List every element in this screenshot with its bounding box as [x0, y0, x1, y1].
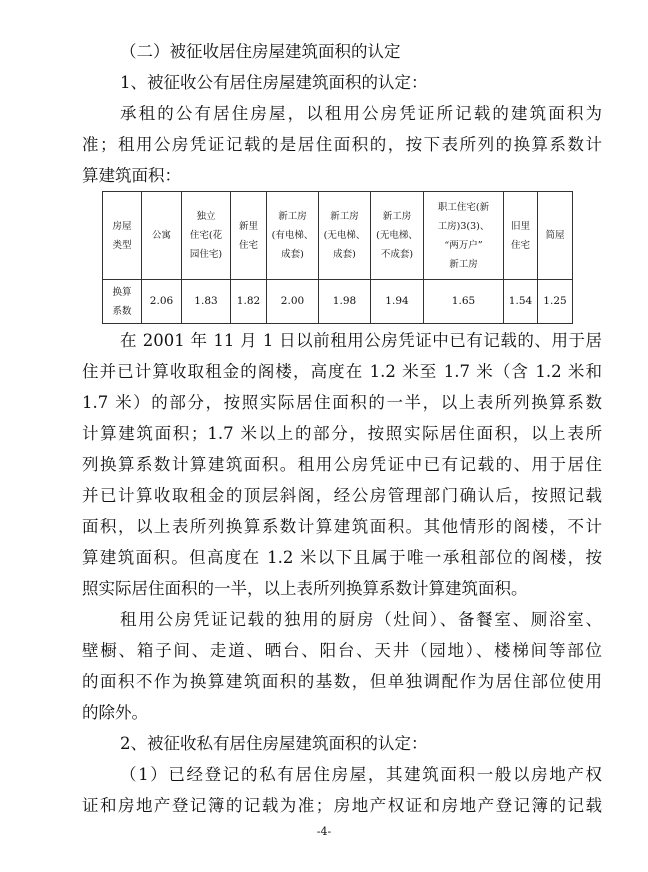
col-header-new-housing-no-elevator-incomplete: 新工房 (无电梯、 不成套) [371, 192, 424, 280]
col-header-new-housing-no-elevator-complete: 新工房 (无电梯、 成套) [319, 192, 371, 280]
subheading-private-housing: 2、被征收私有居住房屋建筑面积的认定： [120, 734, 428, 753]
col-header-simple-house: 简屋 [538, 192, 573, 280]
table-cell: 1.54 [504, 280, 538, 324]
paragraph-line: 并已计算收取租金的顶层斜阁，经公房管理部门确认后，按照记载 [82, 486, 602, 505]
table-cell: 1.98 [319, 280, 371, 324]
col-header-old-lane-house: 旧里 住宅 [504, 192, 538, 280]
col-header-new-housing-elevator-complete: 新工房 (有电梯、 成套) [267, 192, 319, 280]
col-header-detached-house: 独立 住宅(花 园住宅) [182, 192, 231, 280]
paragraph-line: 壁橱、箱子间、走道、晒台、阳台、天井（园地）、楼梯间等部位 [82, 641, 602, 660]
paragraph-line: 租用公房凭证记载的独用的厨房（灶间）、备餐室、厕浴室、 [120, 610, 602, 629]
table-header-row [103, 192, 573, 280]
table-cell: 1.94 [371, 280, 424, 324]
paragraph-line: 的除外。 [82, 703, 148, 722]
page-number: -4- [316, 825, 332, 838]
subheading-public-housing: 1、被征收公有居住房屋建筑面积的认定： [120, 73, 428, 92]
paragraph-line: 证和房地产登记簿的记载为准；房地产权证和房地产登记簿的记载 [82, 796, 602, 815]
paragraph-line: （1）已经登记的私有居住房屋，其建筑面积一般以房地产权 [120, 765, 602, 784]
paragraph-line: 住并已计算收取租金的阁楼，高度在 1.2 米至 1.7 米（含 1.2 米和 [82, 362, 602, 381]
paragraph-line: 承租的公有居住房屋，以租用公房凭证所记载的建筑面积为 [120, 104, 602, 123]
row-header-coefficient: 换算 系数 [103, 280, 142, 324]
conversion-coefficient-table [102, 191, 573, 324]
paragraph-line: 1.7 米）的部分，按照实际居住面积的一半，以上表所列换算系数 [82, 393, 602, 412]
col-header-worker-housing: 职工住宅(新 工房)3(3)、 “两万户” 新工房 [424, 192, 504, 280]
paragraph-line: 算建筑面积： [82, 166, 181, 185]
paragraph-line: 在 2001 年 11 月 1 日以前租用公房凭证中已有记载的、用于居 [120, 331, 602, 350]
paragraph-line: 列换算系数计算建筑面积。租用公房凭证中已有记载的、用于居住 [82, 455, 602, 474]
paragraph-line: 面积，以上表所列换算系数计算建筑面积。其他情形的阁楼，不计 [82, 517, 602, 536]
table-cell: 1.65 [424, 280, 504, 324]
row-header-house-type: 房屋 类型 [103, 192, 142, 280]
paragraph-line: 计算建筑面积；1.7 米以上的部分，按照实际居住面积，以上表所 [82, 424, 602, 443]
table-value-row [103, 280, 573, 324]
table-cell: 2.00 [267, 280, 319, 324]
table-cell: 1.25 [538, 280, 573, 324]
paragraph-line: 照实际居住面积的一半，以上表所列换算系数计算建筑面积。 [82, 579, 528, 598]
col-header-new-lane-house: 新里 住宅 [231, 192, 267, 280]
paragraph-line: 的面积不作为换算建筑面积的基数，但单独调配作为居住部位使用 [82, 672, 602, 691]
table-cell: 1.82 [231, 280, 267, 324]
col-header-apartment: 公寓 [142, 192, 182, 280]
paragraph-line: 准；租用公房凭证记载的是居住面积的，按下表所列的换算系数计 [82, 135, 602, 154]
table-cell: 2.06 [142, 280, 182, 324]
section-heading: （二）被征收居住房屋建筑面积的认定 [120, 42, 401, 61]
paragraph-line: 算建筑面积。但高度在 1.2 米以下且属于唯一承租部位的阁楼，按 [82, 548, 602, 567]
table-cell: 1.83 [182, 280, 231, 324]
